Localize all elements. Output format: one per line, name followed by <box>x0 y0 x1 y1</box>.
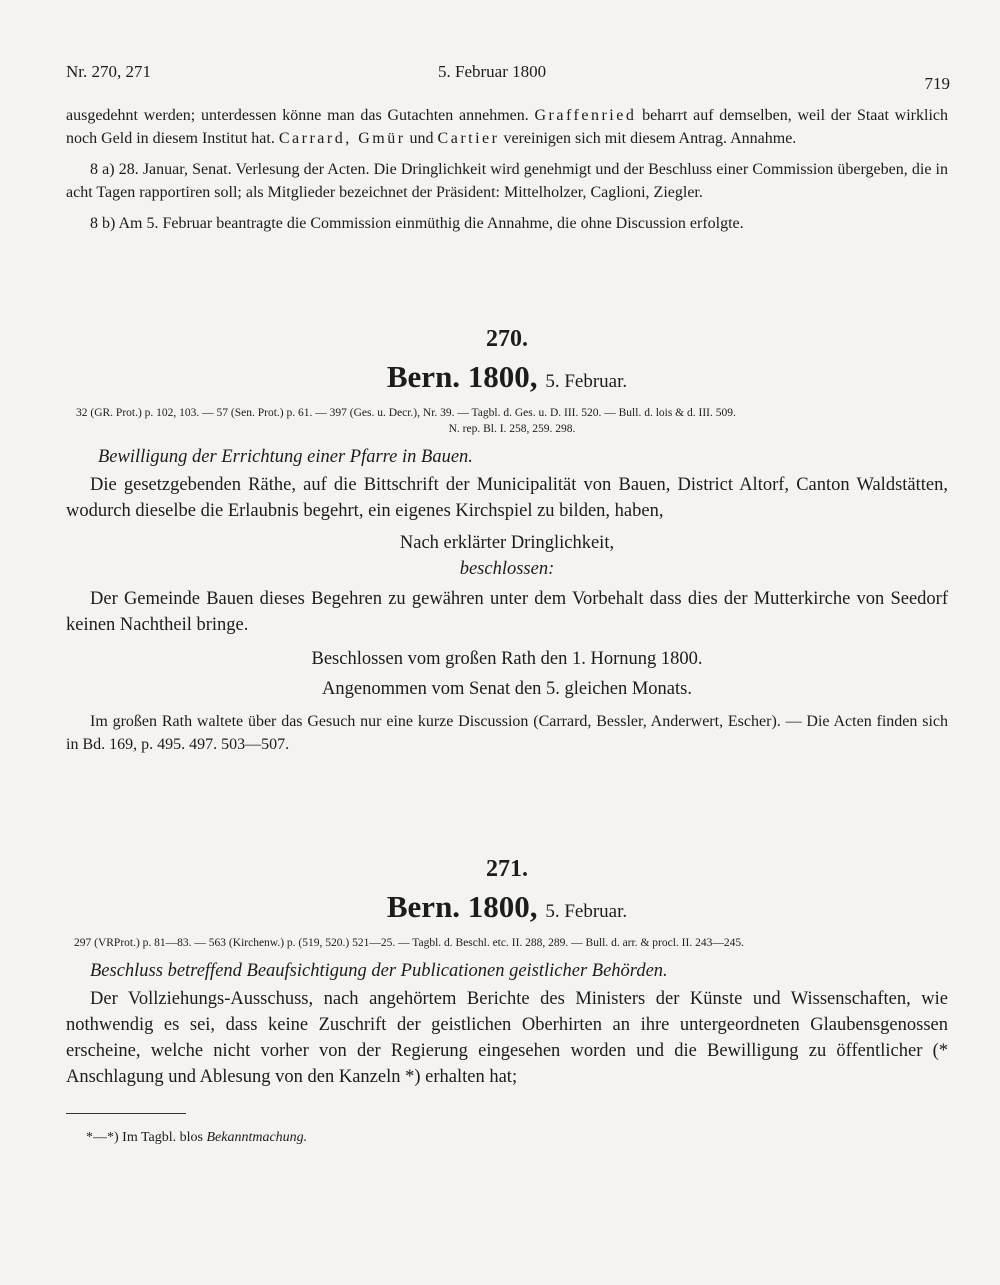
header-numbers: Nr. 270, 271 <box>66 62 151 81</box>
header-date: 5. Februar 1800 <box>438 62 547 81</box>
acceptance-line: Angenommen vom Senat den 5. gleichen Monats. <box>322 679 692 699</box>
section-271 <box>66 856 948 1090</box>
intro-paragraph-1: ausgedehnt werden; unterdessen könne man das Gutachten annehmen. Graffenried beharrt auf demselben, weil der Staat wirklich noch Geld in diesem Institut hat. Carrard, Gmür und Cartier vereinigen sich mit diesem Antrag. Annahme. <box>66 107 949 147</box>
section-title: Bewilligung der Errichtung einer Pfarre in Bauen. <box>98 447 473 467</box>
intro-section <box>66 104 948 235</box>
section-title: Beschluss betreffend Beaufsichtigung der Publicationen geistlicher Behörden. <box>90 961 668 981</box>
footnote-rule <box>66 1113 186 1114</box>
resolved-line: beschlossen: <box>459 559 555 579</box>
section-place-date: Bern. 1800, 5. Februar. <box>386 889 628 924</box>
section-270 <box>66 326 948 756</box>
resolution-line: Beschlossen vom großen Rath den 1. Hornung 1800. <box>311 649 703 669</box>
section-paragraph: Der Gemeinde Bauen dieses Begehren zu gewähren unter dem Vorbehalt dass dies der Mutterkirche von Seedorf keinen Nachtheil bringe. <box>66 589 948 635</box>
person-name: Cartier <box>437 130 500 147</box>
section-number: 270. <box>486 326 528 352</box>
page-number: 719 <box>924 74 950 93</box>
intro-paragraph-3: 8 b) Am 5. Februar beantragte die Commission einmüthig die Annahme, die ohne Discussion erfolgte. <box>90 215 744 232</box>
urgency-line: Nach erklärter Dringlichkeit, <box>399 533 615 553</box>
person-names: Carrard, Gmür <box>278 130 406 147</box>
section-paragraph: Die gesetzgebenden Räthe, auf die Bittschrift der Municipalität von Bauen, District Altorf, Canton Waldstätten, wodurch dieselbe die Erlaubnis begehrt, ein eigenes Kirchspiel zu bilden, haben, <box>66 475 948 521</box>
intro-paragraph-2: 8 a) 28. Januar, Senat. Verlesung der Acten. Die Dringlichkeit wird genehmigt und der Beschluss einer Commission übergeben, die in acht Tagen rapportiren soll; als Mitglieder bezeichnet der Präsident: Mittelholzer, Caglioni, Ziegler. <box>66 161 948 201</box>
section-place-date: Bern. 1800, 5. Februar. <box>386 359 628 394</box>
person-name: Graffenried <box>534 107 637 124</box>
section-note: Im großen Rath waltete über das Gesuch nur eine kurze Discussion (Carrard, Bessler, Anderwert, Escher). — Die Acten finden sich in Bd. 169, p. 495. 497. 503—507. <box>66 713 948 753</box>
source-references: 32 (GR. Prot.) p. 102, 103. — 57 (Sen. Prot.) p. 61. — 397 (Ges. u. Decr.), Nr. 39. — Tagbl. d. Ges. u. D. III. 520. — Bull. d. lois & d. III. 509. N. rep. Bl. I. 258, 259. 298. <box>76 407 736 435</box>
footnote: *—*) Im Tagbl. blos Bekanntmachung. <box>86 1130 308 1145</box>
section-number: 271. <box>486 856 528 882</box>
page-header <box>66 60 950 93</box>
source-references: 297 (VRProt.) p. 81—83. — 563 (Kirchenw.) p. (519, 520.) 521—25. — Tagbl. d. Beschl. etc. II. 288, 289. — Bull. d. arr. & procl. II. 243—245. <box>74 937 744 949</box>
section-paragraph: Der Vollziehungs-Ausschuss, nach angehörtem Berichte des Ministers der Künste und Wissenschaften, wie nothwendig es sei, dass keine Zuschrift der geistlichen Oberhirten an ihre untergeordneten Glaubensgenossen erscheine, welche nicht vorher von der Regierung eingesehen worden und die Bewilligung zu öffentlicher (* Anschlagung und Ablesung von den Kanzeln *) erhalten hat; <box>66 989 948 1087</box>
